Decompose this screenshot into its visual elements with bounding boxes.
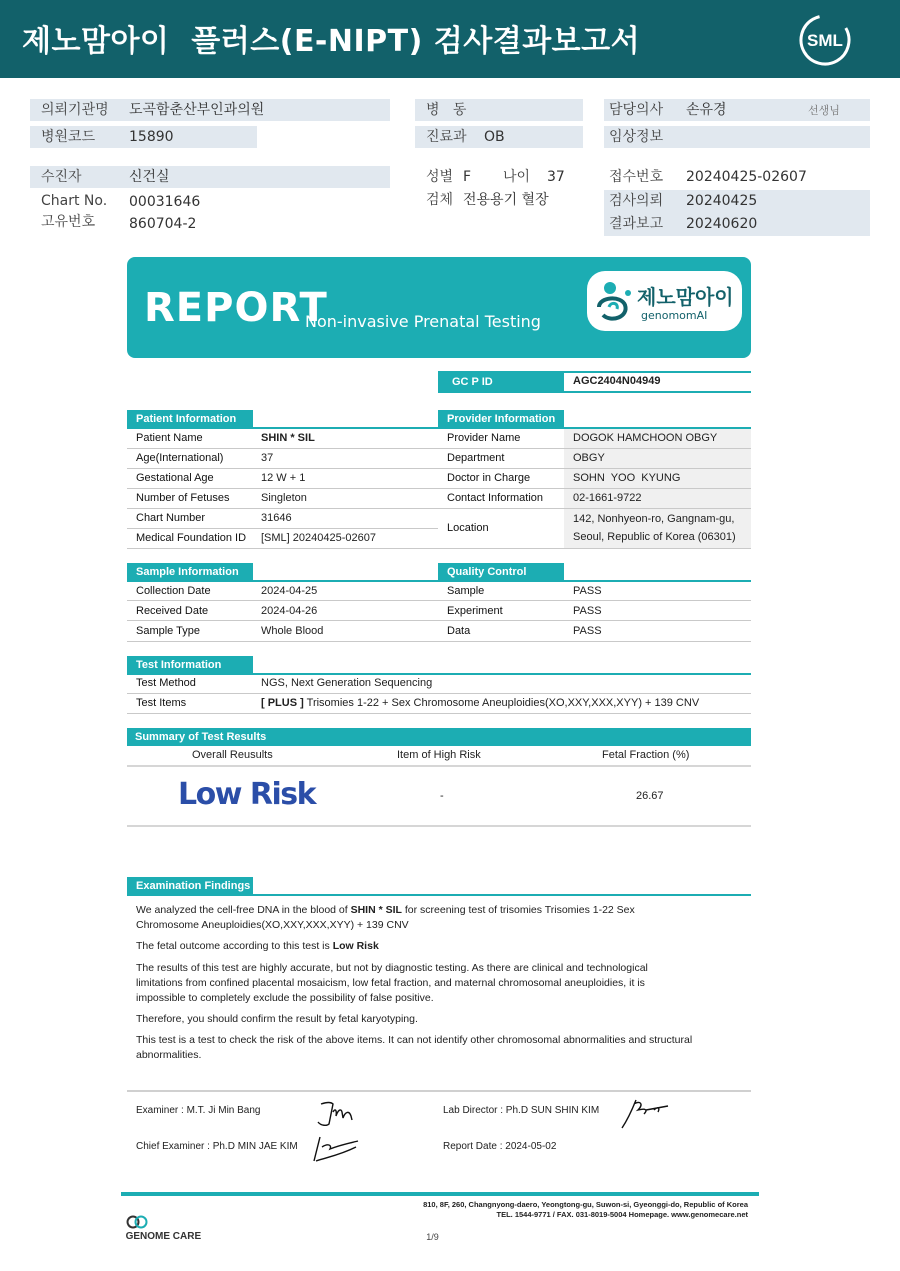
sex-value: F xyxy=(463,169,472,185)
sml-logo-text: SML xyxy=(807,31,843,50)
receipt-label: 접수번호 xyxy=(609,169,664,185)
contact-value: 02-1661-9722 xyxy=(573,492,642,504)
report-header-bar xyxy=(0,0,900,78)
footer-bar xyxy=(121,1192,759,1196)
summary-col-high-risk: Item of High Risk xyxy=(397,749,481,761)
result-value: 20240620 xyxy=(686,216,758,232)
finding-1a: We analyzed the cell-free DNA in the blood of xyxy=(136,904,351,916)
gcpid-bottom-line xyxy=(438,391,751,393)
qc-experiment-value: PASS xyxy=(573,605,602,617)
quality-control-heading: Quality Control xyxy=(438,563,564,582)
provider-name-value: DOGOK HAMCHOON OBGY xyxy=(573,432,718,444)
dept-value: OB xyxy=(484,129,505,145)
qc-sample-value: PASS xyxy=(573,585,602,597)
summary-bottom-divider xyxy=(127,825,751,827)
ward-label: 병 동 xyxy=(426,102,467,118)
test-method-value: NGS, Next Generation Sequencing xyxy=(261,677,433,689)
provider-name-label: Provider Name xyxy=(447,432,521,444)
qc-data-label: Data xyxy=(447,625,471,637)
summary-col-fetal: Fetal Fraction (%) xyxy=(602,749,690,761)
summary-header-divider xyxy=(127,765,751,767)
gcpid-value: AGC2404N04949 xyxy=(573,375,661,387)
age-value: 37 xyxy=(547,169,565,185)
specimen-label: 검체 xyxy=(426,192,454,208)
patient-name-label: Patient Name xyxy=(136,432,203,444)
qc-experiment-label: Experiment xyxy=(447,605,503,617)
test-items-text: Trisomies 1-22 + Sex Chromosome Aneuploidies(XO,XXY,XXX,XYY) + 139 CNV xyxy=(303,697,700,709)
test-items-label: Test Items xyxy=(136,697,187,709)
department-label: Department xyxy=(447,452,505,464)
chart-value: 00031646 xyxy=(129,194,201,210)
department-value: OBGY xyxy=(573,452,605,464)
findings-line xyxy=(127,894,751,896)
patient-value: 신건실 xyxy=(129,169,170,185)
chart-number-label: Chart Number xyxy=(136,512,206,524)
lab-director-text: Lab Director : Ph.D SUN SHIN KIM xyxy=(443,1105,600,1116)
doctor-in-charge-value: SOHN YOO KYUNG xyxy=(573,472,681,484)
doctor-value: 손유경 xyxy=(686,102,727,118)
receipt-value: 20240425-02607 xyxy=(686,169,807,185)
page-number: 1/9 xyxy=(426,1232,439,1242)
id-label: 고유번호 xyxy=(41,214,96,230)
chief-examiner-signature xyxy=(310,1133,364,1165)
banner-title: REPORT xyxy=(144,285,328,331)
patient-info-heading: Patient Information xyxy=(127,410,253,429)
patient-label: 수진자 xyxy=(41,169,82,185)
collection-date-label: Collection Date xyxy=(136,585,211,597)
hospital-code-label: 병원코드 xyxy=(41,129,96,145)
finding-paragraph-4: Therefore, you should confirm the result by fetal karyotyping. xyxy=(136,1013,418,1025)
doctor-in-charge-label: Doctor in Charge xyxy=(447,472,531,484)
qc-data-value: PASS xyxy=(573,625,602,637)
fetuses-label: Number of Fetuses xyxy=(136,492,230,504)
result-label: 결과보고 xyxy=(609,216,664,232)
test-method-label: Test Method xyxy=(136,677,196,689)
age-value-en: 37 xyxy=(261,452,274,464)
genomomai-logo-ko: 제노맘아이 xyxy=(637,285,734,309)
examiner-signature xyxy=(313,1098,359,1128)
sample-type-label: Sample Type xyxy=(136,625,201,637)
age-label: 나이 xyxy=(503,169,531,185)
row-divider xyxy=(127,548,438,549)
patient-name-value: SHIN * SIL xyxy=(261,432,315,444)
finding-1-name: SHIN * SIL xyxy=(350,904,402,916)
finding-paragraph-5: This test is a test to check the risk of the above items. It can not identify other chromosomal abnormalities and structural abnormalities. xyxy=(136,1034,693,1061)
gestational-age-value: 12 W + 1 xyxy=(261,472,306,484)
location-label: Location xyxy=(447,522,489,534)
footer-address xyxy=(423,1200,748,1220)
high-risk-value: - xyxy=(440,790,444,802)
overall-result-value: Low Risk xyxy=(178,777,316,812)
finding-2b: Low Risk xyxy=(332,940,379,952)
gcpid-label: GC P ID xyxy=(438,373,564,392)
chief-examiner-text: Chief Examiner : Ph.D MIN JAE KIM xyxy=(136,1141,298,1152)
chart-number-value: 31646 xyxy=(261,512,292,524)
genomomai-mark-icon xyxy=(595,279,635,323)
foundation-id-label: Medical Foundation ID xyxy=(136,532,247,544)
institution-value: 도곡함춘산부인과의원 xyxy=(129,102,265,118)
received-date-value: 2024-04-26 xyxy=(261,605,318,617)
request-value: 20240425 xyxy=(686,193,758,209)
location-line2: Seoul, Republic of Korea (06301) xyxy=(573,531,736,543)
finding-paragraph-1 xyxy=(136,903,696,933)
test-info-line xyxy=(127,673,751,675)
finding-1b: for screening test of trisomies Trisomies 1-22 Sex Chromosome Aneuploidies(XO,XXY,XXX,XYY) + 139 CNV xyxy=(136,904,635,931)
summary-col-overall: Overall Reusults xyxy=(192,749,273,761)
genomomai-logo-en: genomomAI xyxy=(641,309,708,322)
contact-label: Contact Information xyxy=(447,492,543,504)
test-info-heading: Test Information xyxy=(127,656,253,675)
fetuses-value: Singleton xyxy=(261,492,307,504)
institution-label: 의뢰기관명 xyxy=(41,102,109,118)
doctor-suffix: 선생님 xyxy=(808,104,840,117)
patient-row-bg xyxy=(30,166,390,188)
chart-label: Chart No. xyxy=(41,193,108,209)
examiner-text: Examiner : M.T. Ji Min Bang xyxy=(136,1105,261,1116)
report-banner xyxy=(127,257,751,358)
gestational-age-label: Gestational Age xyxy=(136,472,214,484)
summary-heading: Summary of Test Results xyxy=(127,728,751,746)
footer-address-line2: TEL. 1544-9771 / FAX. 031-8019-5004 Homepage. www.genomecare.net xyxy=(496,1210,748,1219)
provider-info-heading: Provider Information xyxy=(438,410,564,429)
findings-heading: Examination Findings xyxy=(127,877,253,896)
footer-address-line1: 810, 8F, 260, Changnyong-daero, Yeongtong-gu, Suwon-si, Gyeonggi-do, Republic of Korea xyxy=(423,1200,748,1209)
banner-subtitle: Non-invasive Prenatal Testing xyxy=(305,312,541,331)
genome-care-name: GENOME CARE xyxy=(125,1230,202,1242)
row-divider xyxy=(127,641,438,642)
report-date-text: Report Date : 2024-05-02 xyxy=(443,1141,557,1152)
test-items-value xyxy=(261,693,699,713)
sml-logo-icon xyxy=(798,13,852,67)
row-divider xyxy=(438,641,751,642)
age-label-en: Age(International) xyxy=(136,452,224,464)
report-title: 제노맘아이 플러스(E-NIPT) 검사결과보고서 xyxy=(22,24,641,59)
row-divider xyxy=(438,548,751,549)
received-date-label: Received Date xyxy=(136,605,209,617)
clinical-label: 임상정보 xyxy=(609,129,664,145)
genomomai-logo xyxy=(587,271,742,331)
test-items-prefix: [ PLUS ] xyxy=(261,697,304,709)
dept-label: 진료과 xyxy=(426,129,467,145)
specimen-value: 전용용기 혈장 xyxy=(463,192,549,208)
location-line1: 142, Nonhyeon-ro, Gangnam-gu, xyxy=(573,513,735,525)
signature-divider xyxy=(127,1090,751,1092)
collection-date-value: 2024-04-25 xyxy=(261,585,318,597)
sample-info-heading: Sample Information xyxy=(127,563,253,582)
sample-type-value: Whole Blood xyxy=(261,625,324,637)
fetal-fraction-value: 26.67 xyxy=(636,790,664,802)
finding-paragraph-2 xyxy=(136,939,696,954)
genome-care-logo-icon xyxy=(126,1215,148,1229)
hospital-code-value: 15890 xyxy=(129,129,174,145)
request-label: 검사의뢰 xyxy=(609,193,664,209)
finding-paragraph-3: The results of this test are highly accurate, but not by diagnostic testing. As there are clinical and technological limitations from confined placental mosaicism, low fetal fraction, and maternal chromosomal aneuploidies, it is impossible to completely exclude the possibility of false positive. xyxy=(136,962,648,1004)
doctor-label: 담당의사 xyxy=(609,102,664,118)
finding-2a: The fetal outcome according to this test is xyxy=(136,940,333,952)
foundation-id-value: [SML] 20240425-02607 xyxy=(261,532,376,544)
id-value: 860704-2 xyxy=(129,216,197,232)
qc-sample-label: Sample xyxy=(447,585,485,597)
row-divider xyxy=(127,713,751,714)
lab-director-signature xyxy=(618,1096,672,1132)
sex-label: 성별 xyxy=(426,169,454,185)
